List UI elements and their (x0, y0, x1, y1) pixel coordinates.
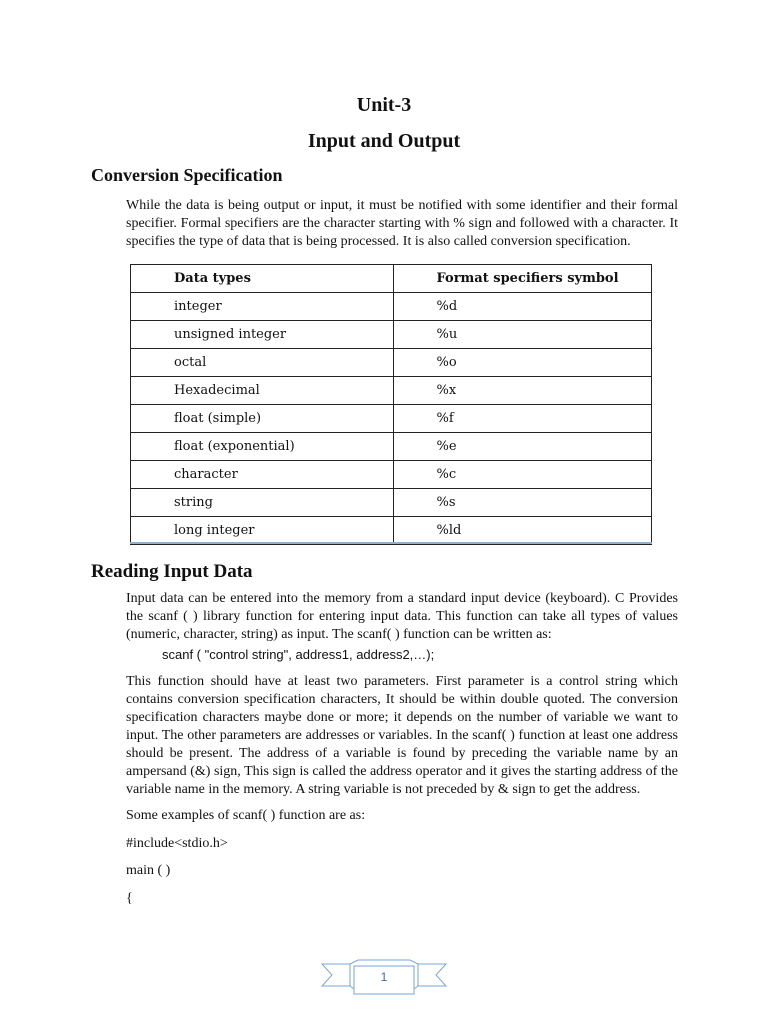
specifier-cell: %d (393, 293, 651, 321)
data-type-cell: long integer (131, 517, 394, 545)
format-specifier-table (130, 264, 652, 545)
table-row (131, 405, 652, 433)
table-row (131, 293, 652, 321)
specifier-cell: %f (393, 405, 651, 433)
header-format-specifiers: Format specifiers symbol (393, 265, 651, 293)
unit-title: Unit-3 (356, 94, 412, 116)
page-footer (320, 958, 448, 998)
data-type-cell: Hexadecimal (131, 377, 394, 405)
table-header-row (131, 265, 652, 293)
specifier-cell: %e (393, 433, 651, 461)
data-type-cell: character (131, 461, 394, 489)
table-row (131, 321, 652, 349)
page-number: 1 (380, 970, 388, 984)
specifier-cell: %u (393, 321, 651, 349)
table-row (131, 461, 652, 489)
table-row (131, 517, 652, 545)
specifier-cell: %c (393, 461, 651, 489)
specifier-cell: %ld (393, 517, 651, 545)
specifier-cell: %s (393, 489, 651, 517)
conversion-paragraph: While the data is being output or input, it must be notified with some identifier and their formal specifier. Formal specifiers are the character starting with % sign and followed with a character. It specifies the type of data that is being processed. It is also called conversion specification. (126, 198, 678, 249)
data-type-cell: string (131, 489, 394, 517)
table-row (131, 489, 652, 517)
table-bottom-rule (130, 542, 652, 544)
data-type-cell: unsigned integer (131, 321, 394, 349)
data-type-cell: float (exponential) (131, 433, 394, 461)
specifier-cell: %x (393, 377, 651, 405)
code-main-line: main ( ) (126, 863, 171, 878)
table-row (131, 349, 652, 377)
code-brace-line: { (126, 891, 133, 906)
data-type-cell: integer (131, 293, 394, 321)
conversion-heading: Conversion Specification (91, 165, 283, 185)
chapter-title: Input and Output (307, 130, 461, 152)
scanf-syntax: scanf ( "control string", address1, address2,…); (162, 647, 435, 662)
reading-heading: Reading Input Data (91, 561, 253, 582)
data-type-cell: float (simple) (131, 405, 394, 433)
specifier-cell: %o (393, 349, 651, 377)
reading-paragraph-1: Input data can be entered into the memory from a standard input device (keyboard). C Provides the scanf ( ) library function for entering input data. This function can take all types of values (numeric, character, string) as input. The scanf( ) function can be written as: (126, 591, 678, 642)
code-include-line: #include<stdio.h> (126, 836, 228, 851)
table-row (131, 377, 652, 405)
table-row (131, 433, 652, 461)
data-type-cell: octal (131, 349, 394, 377)
examples-intro: Some examples of scanf( ) function are as: (126, 808, 366, 823)
header-data-types: Data types (131, 265, 394, 293)
reading-paragraph-2: This function should have at least two parameters. First parameter is a control string which contains conversion specification characters, It should be within double quoted. The conversion specification characters maybe done or more; it depends on the number of variable we want to input. The other parameters are addresses or variables. In the scanf( ) function at least one address should be present. The address of a variable is found by preceding the variable name by an ampersand (&) sign, This sign is called the address operator and it gives the starting address of the variable name in the memory. A string variable is not preceded by & sign to get the address. (126, 674, 678, 797)
